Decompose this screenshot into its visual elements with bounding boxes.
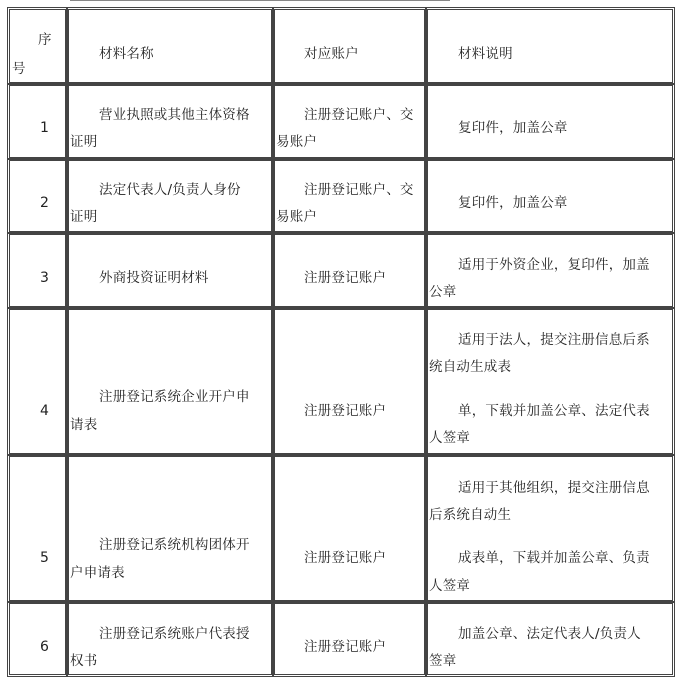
row-5-description-line-2: 后系统自动生 xyxy=(429,507,512,523)
row-2-name-line-2: 证明 xyxy=(70,209,98,225)
row-1-index-cell xyxy=(9,85,66,158)
row-5-description-line-1: 适用于其他组织，提交注册信息 xyxy=(458,480,650,496)
row-6-description-line-2: 签章 xyxy=(429,653,457,669)
row-6-name-line-1: 注册登记系统账户代表授 xyxy=(99,626,250,642)
row-5-description-line-3: 成表单，下载并加盖公章、负责 xyxy=(458,550,650,566)
row-6-account-line-1: 注册登记账户 xyxy=(304,639,387,655)
row-5-index: 5 xyxy=(40,550,50,566)
row-5-account-cell xyxy=(274,456,425,601)
row-3-index: 3 xyxy=(40,270,50,286)
row-6-index-cell xyxy=(9,603,66,675)
row-4-description-line-3: 单，下载并加盖公章、法定代表 xyxy=(458,403,650,419)
header-account-label: 对应账户 xyxy=(304,46,359,62)
row-4-description-line-2: 统自动生成表 xyxy=(429,359,512,375)
row-1-account-line-1: 注册登记账户、交 xyxy=(304,107,414,123)
row-4-account-line-1: 注册登记账户 xyxy=(304,403,387,419)
row-1-name-line-2: 证明 xyxy=(70,134,98,150)
row-4-index-cell xyxy=(9,309,66,454)
row-2-index: 2 xyxy=(40,195,50,211)
row-6-description-line-1: 加盖公章、法定代表人/负责人 xyxy=(458,626,641,642)
row-3-account-line-1: 注册登记账户 xyxy=(304,270,387,286)
row-4-name-cell xyxy=(68,309,272,454)
row-2-name-line-1: 法定代表人/负责人身份 xyxy=(99,182,241,198)
row-4-description-line-4: 人签章 xyxy=(429,430,471,446)
row-5-account-line-1: 注册登记账户 xyxy=(304,550,387,566)
row-5-description-line-4: 人签章 xyxy=(429,578,471,594)
row-3-name-line-1: 外商投资证明材料 xyxy=(99,270,209,286)
row-5-name-line-1: 注册登记系统机构团体开 xyxy=(99,537,250,553)
row-4-index: 4 xyxy=(40,403,50,419)
header-name-label: 材料名称 xyxy=(99,46,154,62)
row-1-index: 1 xyxy=(40,120,50,136)
row-1-description-line-1: 复印件，加盖公章 xyxy=(458,120,568,136)
header-description-label: 材料说明 xyxy=(458,46,513,62)
row-1-account-line-2: 易账户 xyxy=(276,134,318,150)
row-6-name-line-2: 权书 xyxy=(70,653,98,669)
row-2-account-line-2: 易账户 xyxy=(276,209,318,225)
row-3-description-line-2: 公章 xyxy=(429,284,457,300)
top-edge-line xyxy=(70,0,450,3)
row-5-name-line-2: 户申请表 xyxy=(70,565,125,581)
header-index-label-2: 号 xyxy=(12,61,26,77)
row-2-account-line-1: 注册登记账户、交 xyxy=(304,182,414,198)
row-3-index-cell xyxy=(9,234,66,307)
row-4-description-line-1: 适用于法人，提交注册信息后系 xyxy=(458,332,650,348)
row-3-description-line-1: 适用于外资企业，复印件，加盖 xyxy=(458,257,650,273)
row-4-account-cell xyxy=(274,309,425,454)
header-index-label-1: 序 xyxy=(38,32,52,48)
row-6-index: 6 xyxy=(40,639,50,655)
row-2-description-line-1: 复印件，加盖公章 xyxy=(458,195,568,211)
row-1-name-line-1: 营业执照或其他主体资格 xyxy=(99,107,250,123)
row-4-name-line-1: 注册登记系统企业开户申 xyxy=(99,389,250,405)
row-4-name-line-2: 请表 xyxy=(70,417,98,433)
row-5-index-cell xyxy=(9,456,66,601)
row-2-index-cell xyxy=(9,160,66,232)
